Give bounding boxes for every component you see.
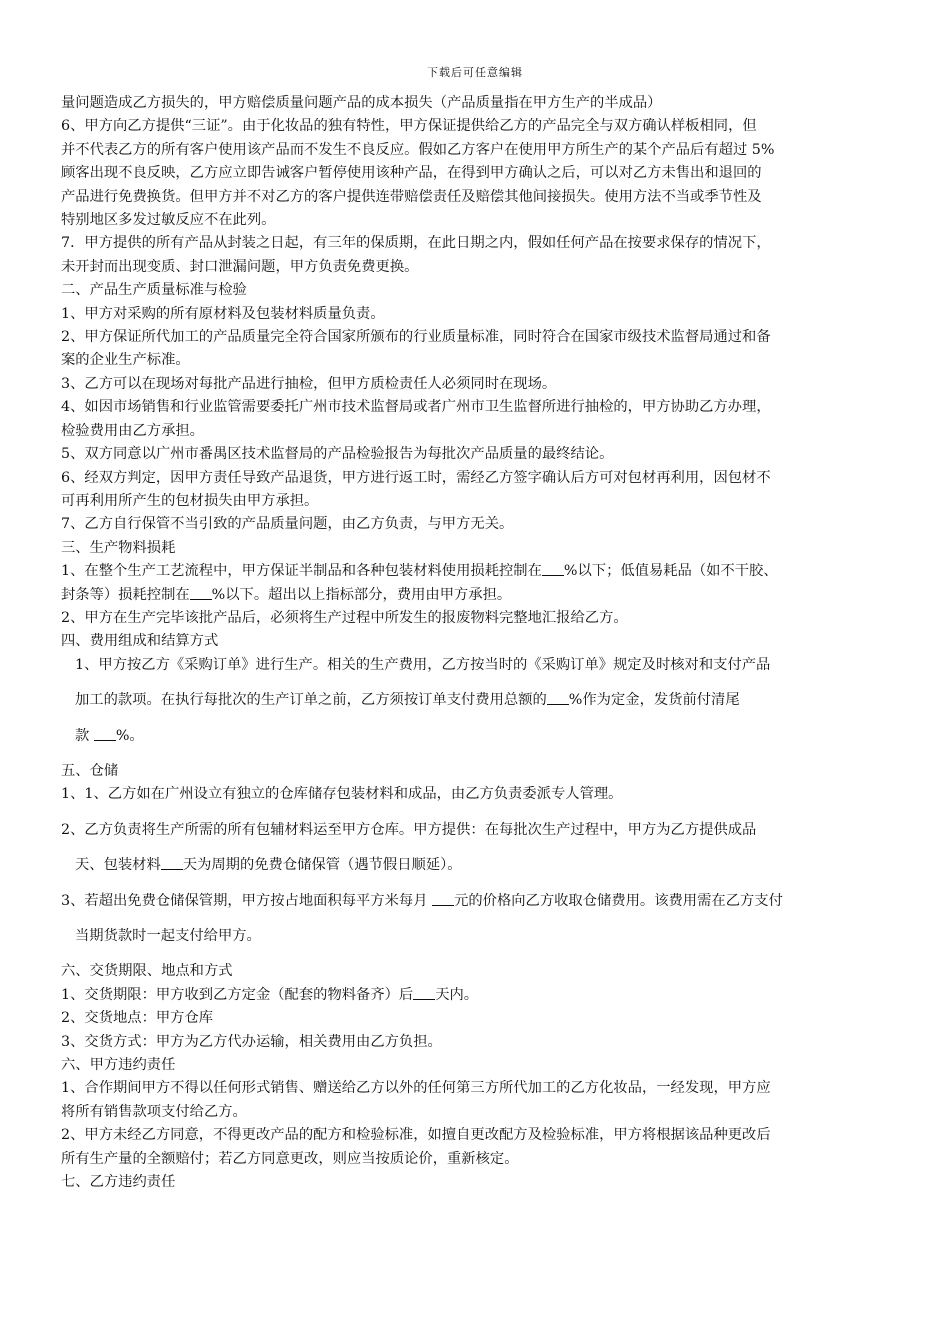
paragraph-line	[61, 725, 891, 748]
section-heading: 三、生产物料损耗	[61, 539, 176, 556]
paragraph-line: 所有生产量的全额赔付；若乙方同意更改，则应当按质论价，重新核定。	[61, 1150, 519, 1167]
text-segment: 1、交货期限：甲方收到乙方定金（配套的物料备齐）后	[61, 986, 414, 1003]
paragraph-line: 特别地区多发过敏反应不在此列。	[61, 212, 276, 229]
paragraph-line: 案的企业生产标准。	[61, 352, 190, 369]
text-segment: 3、若超出免费仓储保管期，甲方按占地面积每平方米每月	[61, 892, 433, 909]
blank-underline	[432, 893, 454, 906]
paragraph-line: 量问题造成乙方损失的，甲方赔偿质量问题产品的成本损失（产品质量指在甲方生产的半成品）	[61, 95, 662, 111]
text-segment: 款	[75, 727, 94, 744]
paragraph-line: 6、经双方判定，因甲方责任导致产品退货，甲方进行返工时，需经乙方签字确认后方可对包材再利用，因包材不	[61, 469, 771, 486]
paragraph-line: 5、双方同意以广州市番禺区技术监督局的产品检验报告为每批次产品质量的最终结论。	[61, 446, 614, 463]
section-heading: 五、仓储	[61, 762, 119, 779]
paragraph-line: 2、交货地点：甲方仓库	[61, 1010, 214, 1027]
paragraph-line	[61, 584, 891, 607]
paragraph-line: 3、乙方可以在现场对每批产品进行抽检，但甲方质检责任人必须同时在现场。	[61, 375, 557, 392]
paragraph-line: 检验费用由乙方承担。	[61, 422, 204, 439]
blank-underline	[94, 728, 116, 741]
blank-underline	[547, 692, 569, 705]
paragraph-line: 当期货款时一起支付给甲方。	[75, 928, 261, 944]
blank-underline	[542, 563, 564, 576]
text-segment: 天、包装材料	[75, 857, 161, 874]
paragraph-line: 2、乙方负责将生产所需的所有包辅材料运至甲方仓库。甲方提供：在每批次生产过程中，甲方为乙方提供成品	[61, 821, 757, 838]
text-segment: %作为定金，发货前付清尾	[568, 692, 740, 709]
paragraph-line: 1、合作期间甲方不得以任何形式销售、赠送给乙方以外的任何第三方所代加工的乙方化妆品，一经发现，甲方应	[61, 1080, 771, 1097]
paragraph-line: 6、甲方向乙方提供“三证”。由于化妆品的独有特性，甲方保证提供给乙方的产品完全与双方确认样板相同，但	[61, 118, 757, 135]
text-segment: 天为周期的免费仓储保管（遇节假日顺延）。	[182, 857, 462, 874]
paragraph-line: 将所有销售款项支付给乙方。	[61, 1103, 247, 1120]
paragraph-line: 2、甲方保证所代加工的产品质量完全符合国家所颁布的行业质量标准，同时符合在国家市级技术监督局通过和备	[61, 329, 771, 346]
text-segment: 元的价格向乙方收取仓储费用。该费用需在乙方支付	[454, 892, 783, 909]
paragraph-line	[61, 689, 891, 712]
page-header: 下载后可任意编辑	[427, 66, 523, 79]
text-segment: %以下；低值易耗品（如不干胶、	[563, 563, 778, 580]
paragraph-line	[61, 854, 891, 877]
paragraph-line: 产品进行免费换货。但甲方并不对乙方的客户提供连带赔偿责任及赔偿其他间接损失。使用方法不当或季节性及	[61, 188, 762, 205]
text-segment: 加工的款项。在执行每批次的生产订单之前，乙方须按订单支付费用总额的	[75, 692, 547, 709]
paragraph-line: 3、交货方式：甲方为乙方代办运输，相关费用由乙方负担。	[61, 1033, 442, 1050]
section-heading: 二、产品生产质量标准与检验	[61, 282, 247, 299]
paragraph-line: 未开封而出现变质、封口泄漏问题，甲方负责免费更换。	[61, 258, 419, 275]
text-segment: 天内。	[435, 986, 479, 1003]
paragraph-line: 2、甲方未经乙方同意，不得更改产品的配方和检验标准，如擅自更改配方及检验标准，甲方将根据该品种更改后	[61, 1127, 771, 1144]
section-heading: 四、费用组成和结算方式	[61, 633, 219, 650]
paragraph-line: 2、甲方在生产完毕该批产品后，必须将生产过程中所发生的报废物料完整地汇报给乙方。	[61, 609, 628, 626]
paragraph-line	[61, 890, 891, 913]
paragraph-line	[61, 560, 891, 583]
section-heading: 六、交货期限、地点和方式	[61, 963, 233, 980]
text-segment: 1、在整个生产工艺流程中，甲方保证半制品和各种包装材料使用损耗控制在	[61, 563, 542, 580]
section-heading: 六、甲方违约责任	[61, 1057, 176, 1074]
paragraph-line: 可再利用所产生的包材损失由甲方承担。	[61, 492, 319, 509]
blank-underline	[413, 987, 435, 1000]
paragraph-line: 4、如因市场销售和行业监管需要委托广州市技术监督局或者广州市卫生监督所进行抽检的，甲方协助乙方办理，	[61, 399, 771, 416]
paragraph-line	[61, 984, 891, 1007]
document-body	[61, 92, 891, 1194]
text-segment: 封条等）损耗控制在	[61, 586, 190, 603]
paragraph-line: 7、乙方自行保管不当引致的产品质量问题，由乙方负责，与甲方无关。	[61, 516, 514, 533]
paragraph-line: 7．甲方提供的所有产品从封装之日起，有三年的保质期，在此日期之内，假如任何产品在按要求保存的情况下，	[61, 235, 771, 252]
paragraph-line: 1、1、乙方如在广州设立有独立的仓库储存包装材料和成品，由乙方负责委派专人管理。	[61, 786, 623, 803]
text-segment: %。	[115, 727, 144, 744]
blank-underline	[190, 587, 212, 600]
paragraph-line: 并不代表乙方的所有客户使用该产品而不发生不良反应。假如乙方客户在使用甲方所生产的某个产品后有超过 5%	[61, 141, 775, 158]
text-segment: %以下。超出以上指标部分，费用由甲方承担。	[211, 586, 512, 603]
paragraph-line: 1、甲方按乙方《采购订单》进行生产。相关的生产费用，乙方按当时的《采购订单》规定及时核对和支付产品	[75, 656, 771, 673]
section-heading: 七、乙方违约责任	[61, 1174, 176, 1191]
paragraph-line: 1、甲方对采购的所有原材料及包装材料质量负责。	[61, 305, 385, 322]
paragraph-line: 顾客出现不良反映，乙方应立即告诫客户暂停使用该种产品，在得到甲方确认之后，可以对乙方未售出和退回的	[61, 165, 762, 182]
blank-underline	[161, 857, 183, 870]
